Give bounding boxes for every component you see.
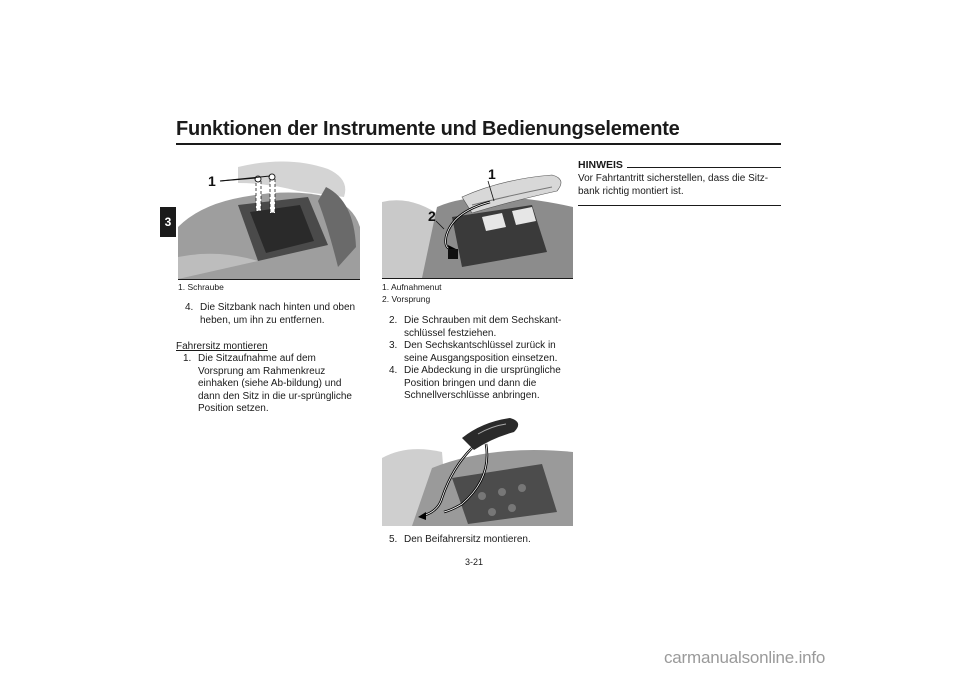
note-label: HINWEIS <box>578 159 623 171</box>
col1-step4 <box>178 302 358 327</box>
figure-callout-1: 1 <box>488 166 496 182</box>
col1-step1 <box>176 353 358 416</box>
figure-passenger-seat <box>382 408 573 526</box>
title-rule <box>176 143 781 145</box>
step-number: 2. <box>389 315 398 326</box>
figure-callout: 1 <box>208 173 216 189</box>
list-item <box>382 365 568 403</box>
step-text: Die Sitzaufnahme auf dem Vorsprung am Rahmenkreuz einhaken (siehe Ab-bildung) und dann den Sitz in die ur-sprüngliche Position setzen. <box>198 353 352 414</box>
figure-bottom-rule <box>382 278 573 279</box>
note-header-rule <box>627 167 781 168</box>
figure-bottom-rule <box>178 279 360 280</box>
figure-caption-2: 2. Vorsprung <box>382 294 431 304</box>
col2-step5 <box>382 534 568 547</box>
step-number: 5. <box>389 534 398 545</box>
chapter-tab: 3 <box>160 207 176 237</box>
figure-caption: 1. Schraube <box>178 282 224 292</box>
note-header <box>578 159 781 171</box>
page-title: Funktionen der Instrumente und Bedienungselemente <box>176 118 680 140</box>
page-number: 3-21 <box>465 557 484 567</box>
step-number: 4. <box>389 365 398 376</box>
list-item <box>382 340 568 365</box>
step-text: Die Abdeckung in die ursprüngliche Position bringen und dann die Schnellverschlüsse anbringen. <box>404 365 561 401</box>
figure-seat-bolts <box>178 157 360 279</box>
step-text: Den Beifahrersitz montieren. <box>404 534 531 545</box>
illustration-seat-hook <box>382 157 573 278</box>
col2-steps <box>382 315 568 403</box>
step-text: Den Sechskantschlüssel zurück in seine Ausgangsposition einsetzen. <box>404 340 558 364</box>
step-number: 3. <box>389 340 398 351</box>
step-text: Die Schrauben mit dem Sechskant-schlüssel festziehen. <box>404 315 562 339</box>
note-end-rule <box>578 205 781 206</box>
illustration-passenger-seat <box>382 408 573 526</box>
watermark: carmanualsonline.info <box>664 648 826 667</box>
subheading-fahrersitz: Fahrersitz montieren <box>176 341 268 352</box>
list-item <box>382 315 568 340</box>
figure-callout-2: 2 <box>428 208 436 224</box>
step-number: 4. <box>185 302 194 313</box>
note-text: Vor Fahrtantritt sicherstellen, dass die Sitz-bank richtig montiert ist. <box>578 173 769 197</box>
figure-caption-1: 1. Aufnahmenut <box>382 282 442 292</box>
step-number: 1. <box>183 353 192 364</box>
illustration-seat-bolts <box>178 157 360 279</box>
step-text: Die Sitzbank nach hinten und oben heben, um ihn zu entfernen. <box>200 302 356 326</box>
figure-seat-hook <box>382 157 573 278</box>
